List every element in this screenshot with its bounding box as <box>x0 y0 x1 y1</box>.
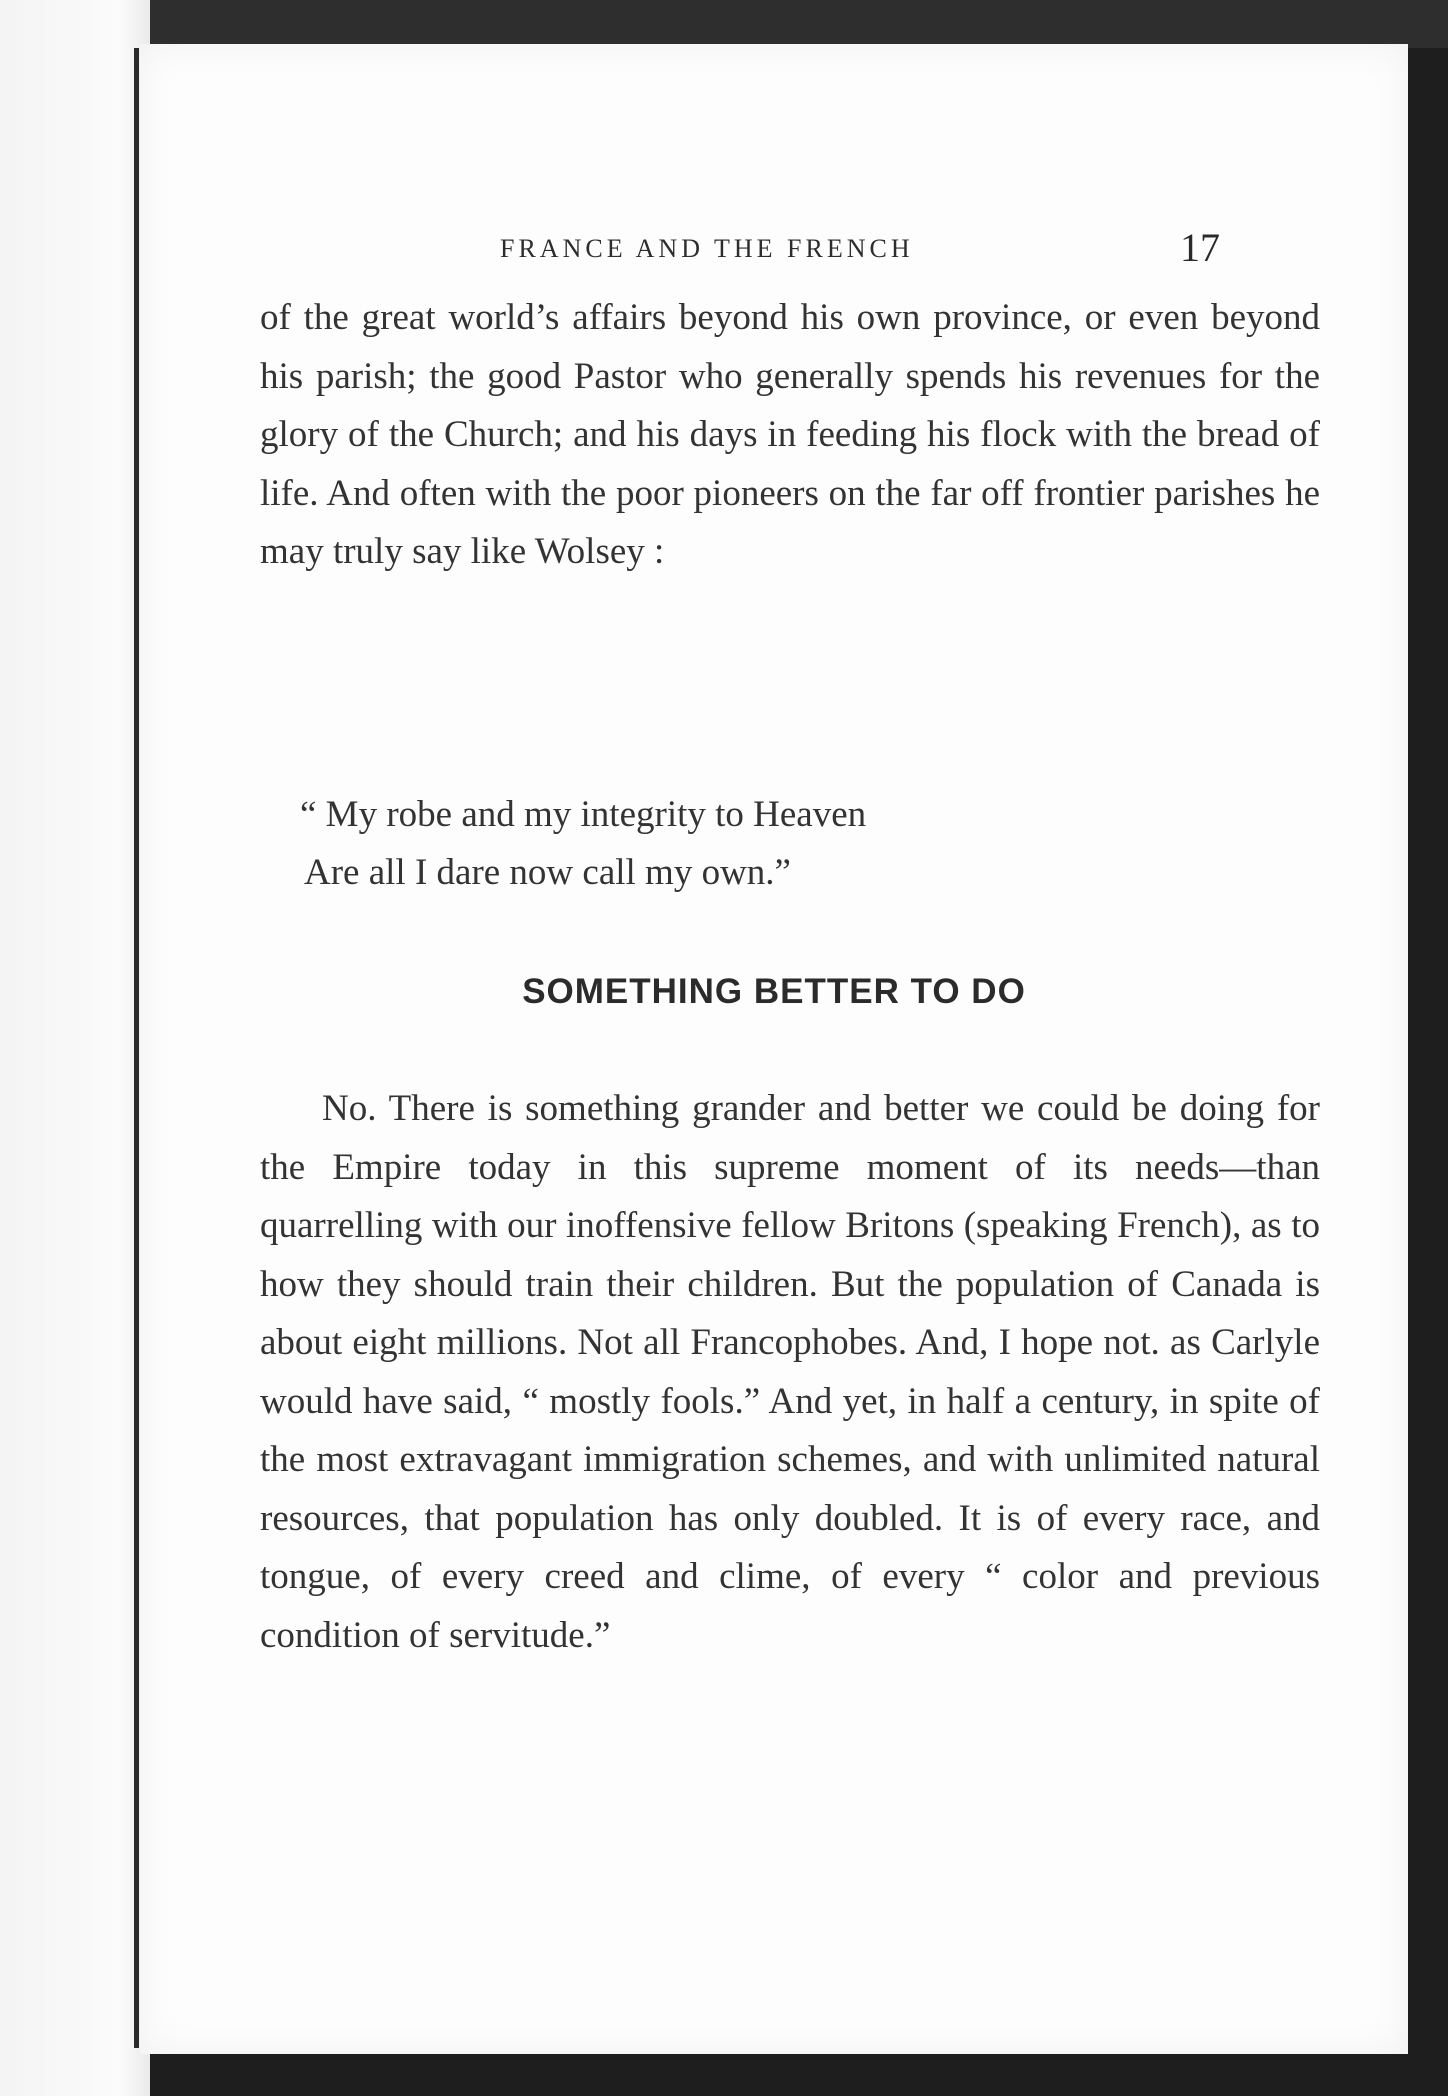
verse-quote <box>300 786 866 902</box>
section-heading: SOMETHING BETTER TO DO <box>522 972 1026 1011</box>
paragraph-1: of the great world’s affairs beyond his own province, or even beyond his parish; the good Pastor who generally spends his revenues for the glory of the Church; and his days in feeding his flock with the bread of life. And often with the poor pioneers on the far off frontier parishes he may truly say like Wolsey : <box>260 297 1320 572</box>
book-page <box>140 44 1408 2054</box>
scan-top-border <box>0 0 1448 48</box>
paragraph-2: No. There is something grander and better we could be doing for the Empire today in this supreme moment of its needs—than quarrelling with our inoffensive fellow Britons (speaking French), as to how they should train their children. But the population of Canada is about eight millions. Not all Francophobes. And, I hope not. as Carlyle would have said, “ mostly fools.” And yet, in half a century, in spite of the most extravagant immigration schemes, and with unlimited natural resources, that population has only doubled. It is of every race, and tongue, of every creed and clime, of every “ color and previous condition of servitude.” <box>260 1088 1320 1656</box>
facing-page-edge <box>0 0 150 2096</box>
verse-line-2: Are all I dare now call my own.” <box>304 852 791 893</box>
book-spine-line <box>134 48 139 2048</box>
running-title: FRANCE AND THE FRENCH <box>500 234 914 263</box>
page-number: 17 <box>1180 225 1220 270</box>
verse-line-1: “ My robe and my integrity to Heaven <box>300 794 867 835</box>
